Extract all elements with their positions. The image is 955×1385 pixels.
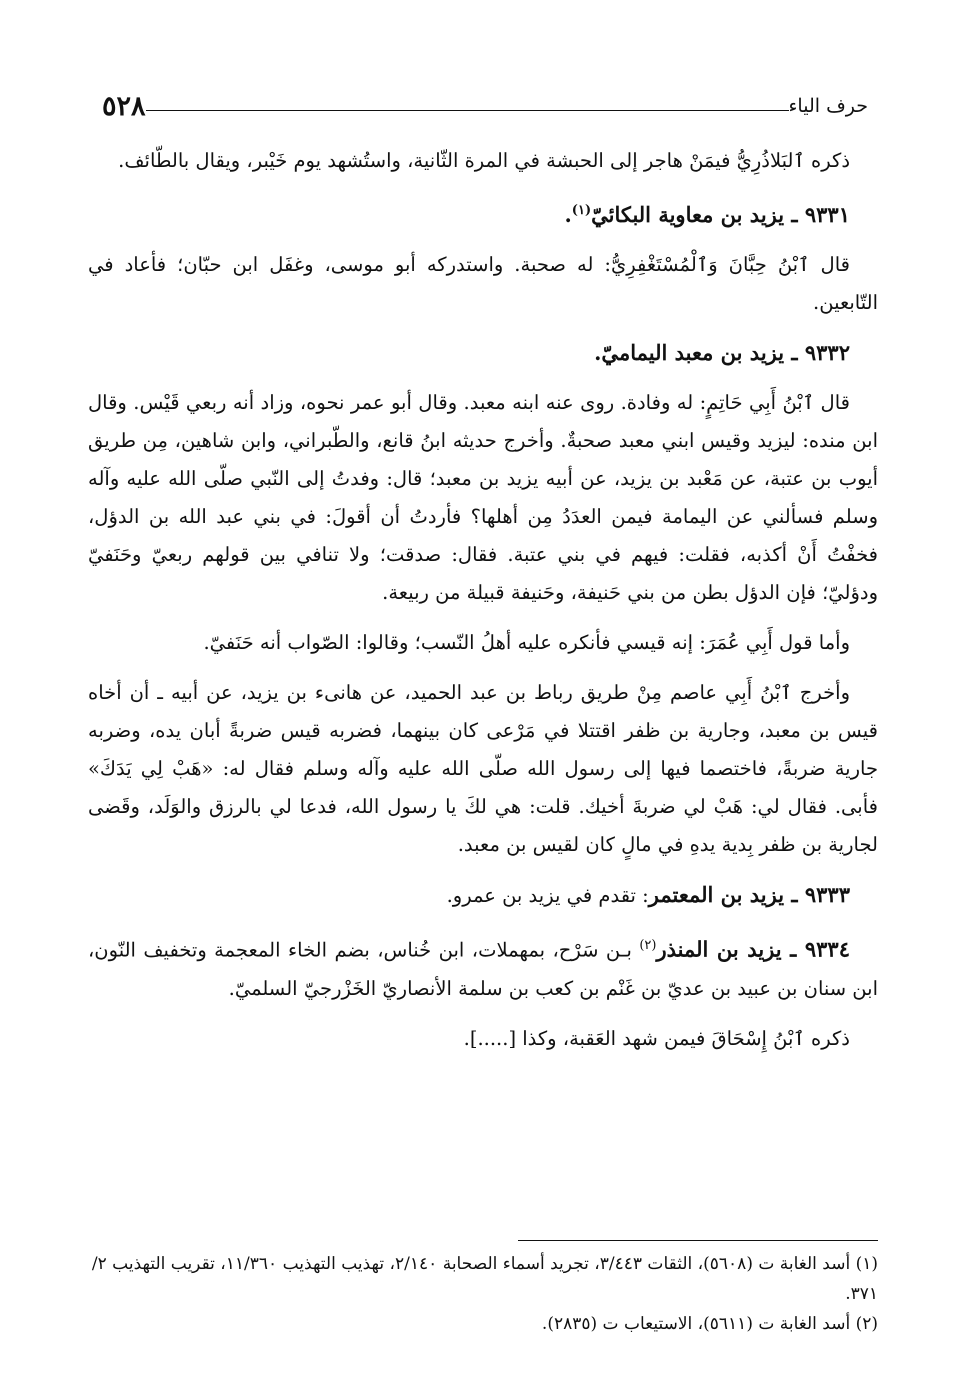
- paragraph-5: وأما قول أَبِي عُمَرَ: إنه قيسي فأنكره عليه أهلُ النّسب؛ وقالوا: الصّواب أنه حَنَفيّ.: [203, 631, 850, 654]
- page-header: [88, 86, 878, 126]
- entry-heading-tail: : تقدم في يزيد بن عمرو.: [446, 884, 649, 907]
- entry-heading-9331: [88, 192, 878, 234]
- header-rule: [146, 110, 789, 111]
- paragraph-4: قال ٱبْنُ أَبِي حَاتِمٍ: له وفادة. روى عنه ابنه معبد. وقال أبو عمر نحوه، وزاد أنه ربعي قَيْس. وقال ابن منده: ليزيد وقيس ابني معبد صحبةٌ. وأخرج حديثه ابنُ قانع، والطّبراني، وابن شاهين، مِن طريق أيوب بن عتبة، عن مَعْبد بن يزيد، عن أبيه يزيد بن معبد؛ قال: وفدتُ إلى النّبي صلّى الله عليه وآله وسلم فسألني عن اليمامة فيمن العدَدُ مِن أهلها؟ فأردتُ أن أقولَ: في بني عبد الله بن الدؤل، فخفْتُ أَنْ أكذبه، فقلت: فيهم في بني عتبة. فقال: صدقت؛ ولا تنافي بين قولهم ربعيّ وحَنَفيّ ودؤليّ؛ فإن الدؤل بطن من بني حَنيفة، وحَنيفة قبيلة من ربيعة.: [88, 391, 878, 604]
- entry-9333: [88, 876, 878, 915]
- chapter-title: حرف الياء: [788, 95, 868, 117]
- paragraph-9: ذكره ٱبْنُ إِسْحَاقَ فيمن شهد العَقبة، وكذا [.....].: [463, 1026, 850, 1050]
- entry-text: بـن سَرْح، بمهملات، ابن خُناس، بضم الخاء المعجمة وتخفيف النّون، ابن سنان بن عبيد بن عديّ بن غَنْم بن كعب بن سلمة الأنصاريّ الخَزْرجيّ السلميّ.: [88, 938, 878, 1000]
- footnote-rule: [518, 1240, 878, 1241]
- footnote-1: (١) أسد الغابة ت (٥٦٠٨)، الثقات ٣/٤٤٣، تجريد أسماء الصحابة ٢/١٤٠، تهذيب التهذيب ١١/٣٦٠، تقريب التهذيب ٢/ ٣٧١.: [91, 1254, 878, 1304]
- entry-heading-9332: ٩٣٣٢ ـ يزيد بن معبد اليماميّ.: [594, 340, 850, 365]
- entry-9334: [88, 927, 878, 1008]
- footnotes: [88, 1240, 878, 1339]
- entry-heading-text: ٩٣٣٣ ـ يزيد بن المعتمر: [648, 882, 850, 907]
- footnote-ref-1: (١): [571, 203, 592, 218]
- page-body: [88, 142, 878, 1070]
- paragraph-0: ذكره ٱلبَلاذُرِيُّ فيمَنْ هاجر إلى الحبشة في المرة الثّانية، واستُشهد يوم خَيْبر، ويقال بالطّائف.: [118, 149, 850, 172]
- paragraph-2: قال ٱبْنُ حِبَّانَ وَٱلْمُسْتَغْفِرِيُّ: له صحبة. واستدركه أبو موسى، وغفَل ابن حبّان؛ فأعاد في التّابعين.: [88, 253, 878, 314]
- entry-heading-tail: .: [564, 202, 572, 227]
- entry-lead: ٩٣٣٤ ـ يزيد بن المنذر: [656, 936, 850, 962]
- paragraph-6: وأخرج ٱبْنُ أَبِي عاصم مِنْ طريق رباط بن عبد الحميد، عن هانىء بن يزيد، عن أبيه ـ أن أخاه قيس بن معبد، وجارية بن ظفر اقتتلا في مَرْعى كان بينهما، فضربه قيس ضربةً أبان يده، وضربه جارية ضربةً، فاختصما فيها إلى رسول الله صلّى الله عليه وآله وسلم فقال له: «هَبْ لِي يَدَكَ» فأبى. فقال لي: هَبْ لي ضربةَ أخيك. قلت: هي لكَ يا رسول الله، فدعا لي بالرزق والوَلَد، وقَضى لجارية بن ظفر بِدية يدهِ في مالٍ كان لقيس بن معبد.: [88, 681, 878, 856]
- entry-heading-text: ٩٣٣١ ـ يزيد بن معاوية البكائيّ: [591, 202, 850, 227]
- page-number: ٥٢٨: [102, 90, 146, 122]
- footnote-ref-2: (٢): [639, 938, 657, 953]
- footnote-2: (٢) أسد الغابة ت (٥٦١١)، الاستيعاب ت (٢٨٣٥).: [541, 1314, 878, 1334]
